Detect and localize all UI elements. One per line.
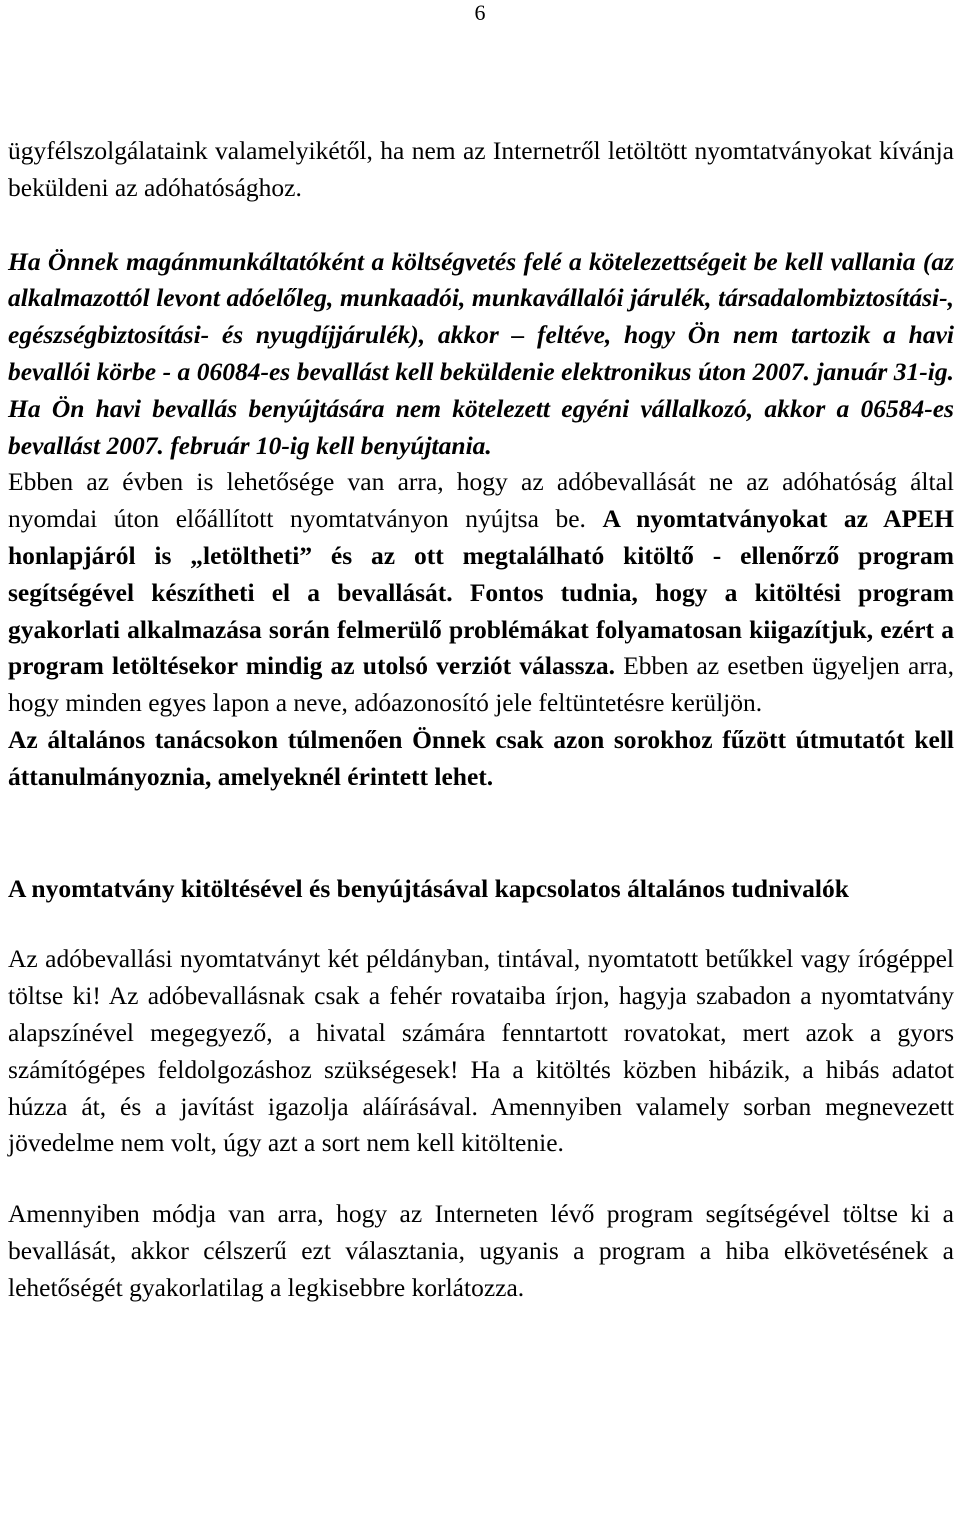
section-heading: A nyomtatvány kitöltésével és benyújtásával kapcsolatos általános tudnivalók: [8, 873, 849, 903]
page-number: 6: [474, 0, 486, 25]
paragraph-private-employer-notice: Ha Önnek magánmunkáltatóként a költségvetés felé a kötelezettségeit be kell vallania (az alkalmazottól levont adóelőleg, munkaadói, munkavállalói járulék, társadalombiztosítási-, egészségbiztosítási- és nyugdíjjárulék), akkor – feltéve, hogy Ön nem tartozik a havi bevallói körbe - a 06084-es bevallást kell beküldenie elektronikus úton 2007. január 31-ig. Ha Ön havi bevallás benyújtására nem kötelezett egyéni vállalkozó, akkor a 06584-es bevallást 2007. február 10-ig kell benyújtania.: [8, 246, 954, 460]
online-forms-intro: Ebben az évben is lehetősége van arra, hogy az adóbevallását ne az adóhatóság által nyomdai úton előállított nyomtatványon nyújtsa be.: [8, 467, 954, 534]
paragraph-online-forms: [8, 464, 954, 722]
online-forms-name-note: Ebben az esetben ügyeljen arra, hogy minden egyes lapon a neve, adóazonosító jele feltüntetésre kerüljön.: [8, 651, 954, 718]
online-forms-download-note: A nyomtatványokat az APEH honlapjáról is „letöltheti” és az ott megtalálható kitöltő - ellenőrző program segítségével készítheti el a bevallását. Fontos tudnia, hogy a kitöltési program gyakorlati alkalmazása során felmerülő problémákat folyamatosan kiigazítjuk, ezért a program letöltésekor mindig az utolsó verziót válassza.: [8, 504, 954, 681]
paragraph-filling-instructions: Az adóbevallási nyomtatványt két példányban, tintával, nyomtatott betűkkel vagy írógéppel töltse ki! Az adóbevallásnak csak a fehér rovataiba írjon, hagyja szabadon a nyomtatvány alapszínével megegyező, a hivatal számára fenntartott rovatokat, mert azok a gyors számítógépes feldolgozáshoz szükségesek! Ha a kitöltés közben hibázik, a hibás adatot húzza át, és a javítást igazolja aláírásával. Amennyiben valamely sorban megnevezett jövedelme nem volt, úgy azt a sort nem kell kitöltenie.: [8, 944, 954, 1158]
paragraph-guidance-note: Az általános tanácsokon túlmenően Önnek csak azon sorokhoz fűzött útmutatót kell áttanulmányoznia, amelyeknél érintett lehet.: [8, 724, 954, 791]
paragraph-customer-service: ügyfélszolgálataink valamelyikétől, ha nem az Internetről letöltött nyomtatványokat kívánja beküldeni az adóhatósághoz.: [8, 136, 954, 202]
document-body: [8, 133, 954, 1307]
paragraph-internet-program: Amennyiben módja van arra, hogy az Interneten lévő program segítségével töltse ki a bevallását, akkor célszerű ezt választania, ugyanis a program a hiba elkövetésének a lehetőségét gyakorlatilag a legkisebbre korlátozza.: [8, 1199, 954, 1302]
